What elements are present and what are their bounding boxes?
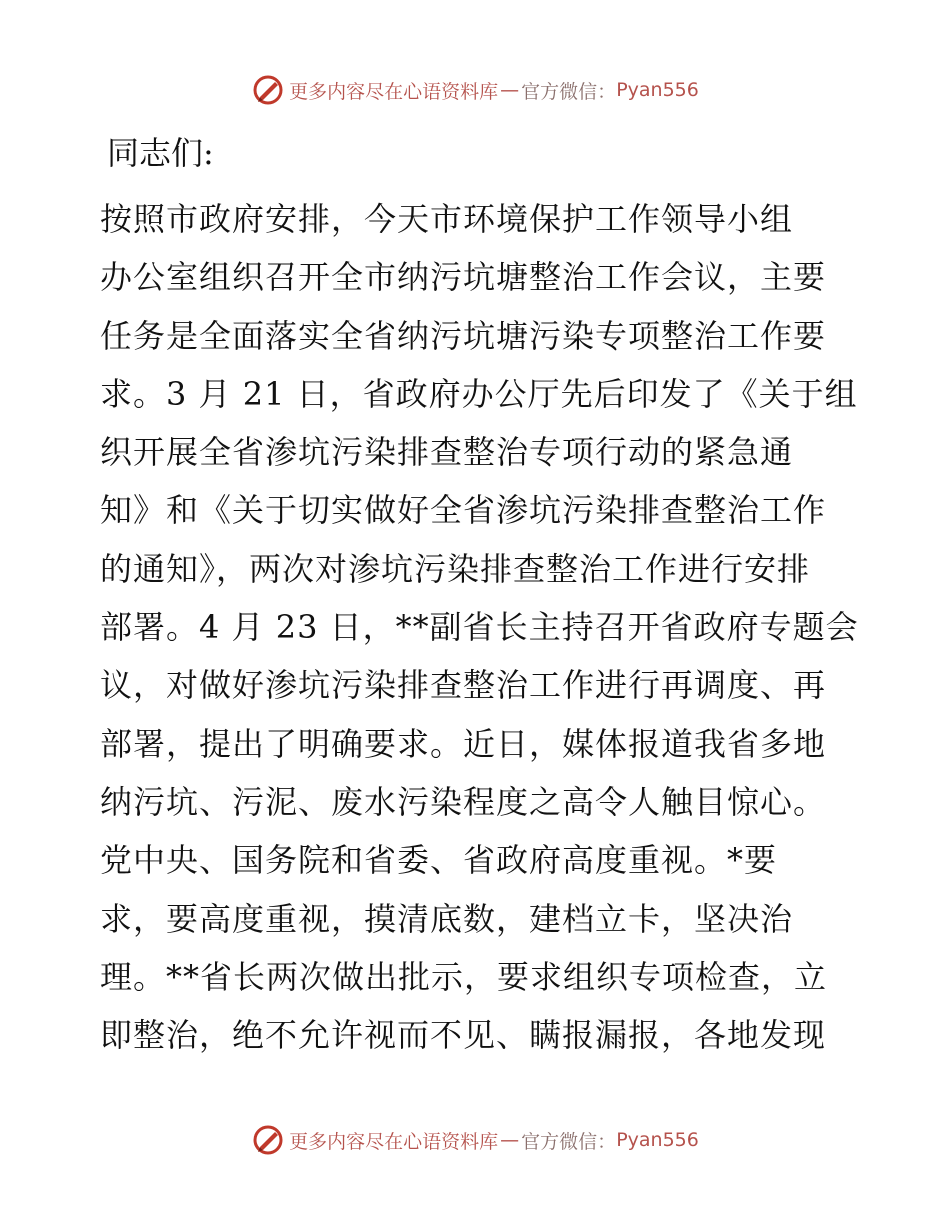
body-line: 知》和《关于切实做好全省渗坑污染排查整治工作 (100, 491, 827, 530)
footer-watermark-banner (0, 1120, 950, 1160)
body-line: 党中央、国务院和省委、省政府高度重视。*要 (100, 841, 778, 880)
body-line: 纳污坑、污泥、废水污染程度之高令人触目惊心。 (100, 782, 827, 821)
watermark-account: Pyan556 (616, 79, 699, 101)
body-line: 议，对做好渗坑污染排查整治工作进行再调度、再 (100, 666, 827, 705)
watermark-dash: — (500, 79, 520, 101)
body-line: 部署。4 月 23 日，**副省长主持召开省政府专题会 (100, 608, 859, 647)
watermark-wechat-label: 官方微信： (521, 1130, 617, 1153)
body-line: 求，要高度重视，摸清底数，建档立卡，坚决治 (100, 899, 794, 938)
pen-logo-icon (251, 1123, 285, 1157)
watermark-wechat-label: 官方微信： (521, 80, 617, 103)
body-line: 理。**省长两次做出批示，要求组织专项检查，立 (100, 957, 828, 996)
body-line: 按照市政府安排，今天市环境保护工作领导小组 (100, 200, 794, 238)
body-line: 的通知》，两次对渗坑污染排查整治工作进行安排 (100, 549, 811, 588)
watermark-account: Pyan556 (616, 1129, 699, 1151)
document-greeting: 同志们: (107, 134, 214, 172)
body-line: 办公室组织召开全市纳污坑塘整治工作会议，主要 (100, 258, 827, 297)
watermark-site-text: 更多内容尽在心语资料库 (289, 1130, 499, 1153)
watermark-site-text: 更多内容尽在心语资料库 (289, 80, 499, 103)
pen-logo-icon (251, 73, 285, 107)
body-line: 即整治，绝不允许视而不见、瞒报漏报，各地发现 (100, 1016, 827, 1055)
body-line: 织开展全省渗坑污染排查整治专项行动的紧急通 (100, 433, 794, 472)
body-line: 求。3 月 21 日，省政府办公厅先后印发了《关于组 (100, 374, 858, 413)
document-body (100, 190, 860, 1064)
header-watermark-banner (0, 70, 950, 110)
body-line: 任务是全面落实全省纳污坑塘污染专项整治工作要 (100, 316, 827, 355)
watermark-dash: — (500, 1129, 520, 1151)
body-line: 部署，提出了明确要求。近日，媒体报道我省多地 (100, 724, 827, 763)
